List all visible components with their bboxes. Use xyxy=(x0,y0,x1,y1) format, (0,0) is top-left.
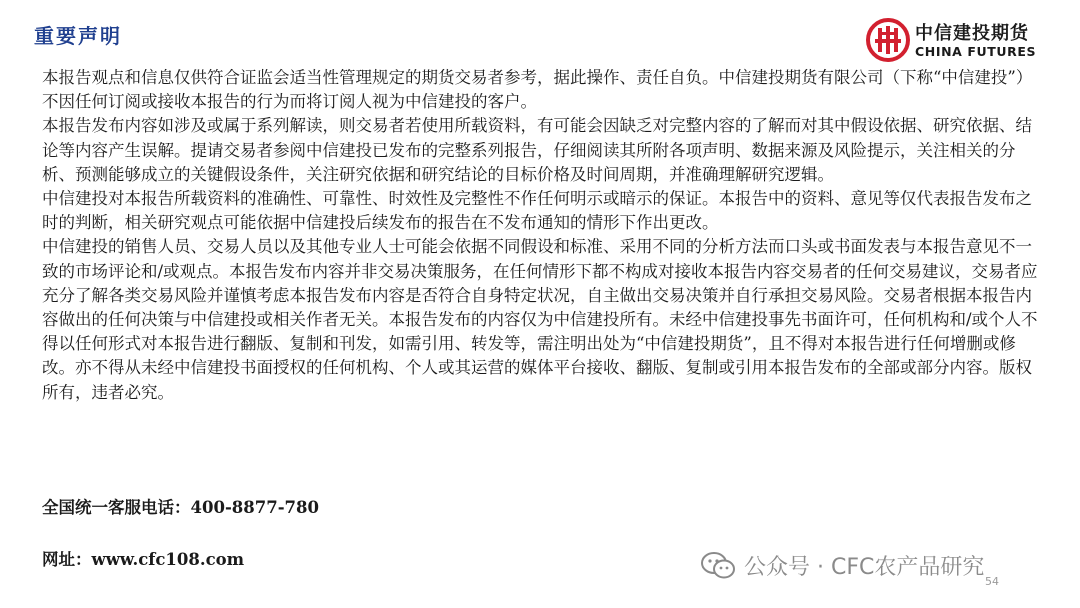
service-hotline: 全国统一客服电话：400-8877-780 xyxy=(42,498,320,517)
page-number: 54 xyxy=(985,575,999,588)
company-logo xyxy=(866,16,1062,66)
page-title: 重要声明 xyxy=(34,24,122,48)
website-address: 网址：www.cfc108.com xyxy=(42,550,245,569)
citic-logo-icon xyxy=(866,18,910,62)
logo-chinese-name: 中信建投期货 xyxy=(915,23,1029,44)
disclaimer-paragraph: 中信建投对本报告所载资料的准确性、可靠性、时效性及完整性不作任何明示或暗示的保证。本报告中的资料、意见等仅代表报告发布之时的判断，相关研究观点可能依据中信建投后续发布的报告在不发布通知的情形下作出更改。 xyxy=(42,189,1032,233)
logo-english-name: CHINA FUTURES xyxy=(915,44,1037,59)
watermark-text: 公众号 · CFC农产品研究 xyxy=(744,555,985,580)
disclaimer-body xyxy=(42,66,1042,405)
disclaimer-paragraph: 本报告观点和信息仅供符合证监会适当性管理规定的期货交易者参考，据此操作、责任自负。中信建投期货有限公司（下称“中信建投”）不因任何订阅或接收本报告的行为而将订阅人视为中信建投的客户。 xyxy=(42,68,1033,112)
disclaimer-paragraph: 本报告发布内容如涉及或属于系列解读，则交易者若使用所载资料，有可能会因缺乏对完整内容的了解而对其中假设依据、研究依据、结论等内容产生误解。提请交易者参阅中信建投已发布的完整系列报告，仔细阅读其所附各项声明、数据来源及风险提示，关注相关的分析、预测能够成立的关键假设条件，关注研究依据和研究结论的目标价格及时间周期，并准确理解研究逻辑。 xyxy=(42,116,1032,184)
disclaimer-paragraph: 中信建投的销售人员、交易人员以及其他专业人士可能会依据不同假设和标准、采用不同的分析方法而口头或书面发表与本报告意见不一致的市场评论和/或观点。本报告发布内容并非交易决策服务，在任何情形下都不构成对接收本报告内容交易者的任何交易建议，交易者应充分了解各类交易风险并谨慎考虑本报告发布内容是否符合自身特定状况，自主做出交易决策并自行承担交易风险。交易者根据本报告内容做出的任何决策与中信建投或相关作者无关。本报告发布的内容仅为中信建投所有。未经中信建投事先书面许可，任何机构和/或个人不得以任何形式对本报告进行翻版、复制和刊发，如需引用、转发等，需注明出处为“中信建投期货”，且不得对本报告进行任何增删或修改。亦不得从未经中信建投书面授权的任何机构、个人或其运营的媒体平台接收、翻版、复制或引用本报告发布的全部或部分内容。版权所有，违者必究。 xyxy=(42,237,1038,402)
wechat-icon xyxy=(700,550,736,582)
